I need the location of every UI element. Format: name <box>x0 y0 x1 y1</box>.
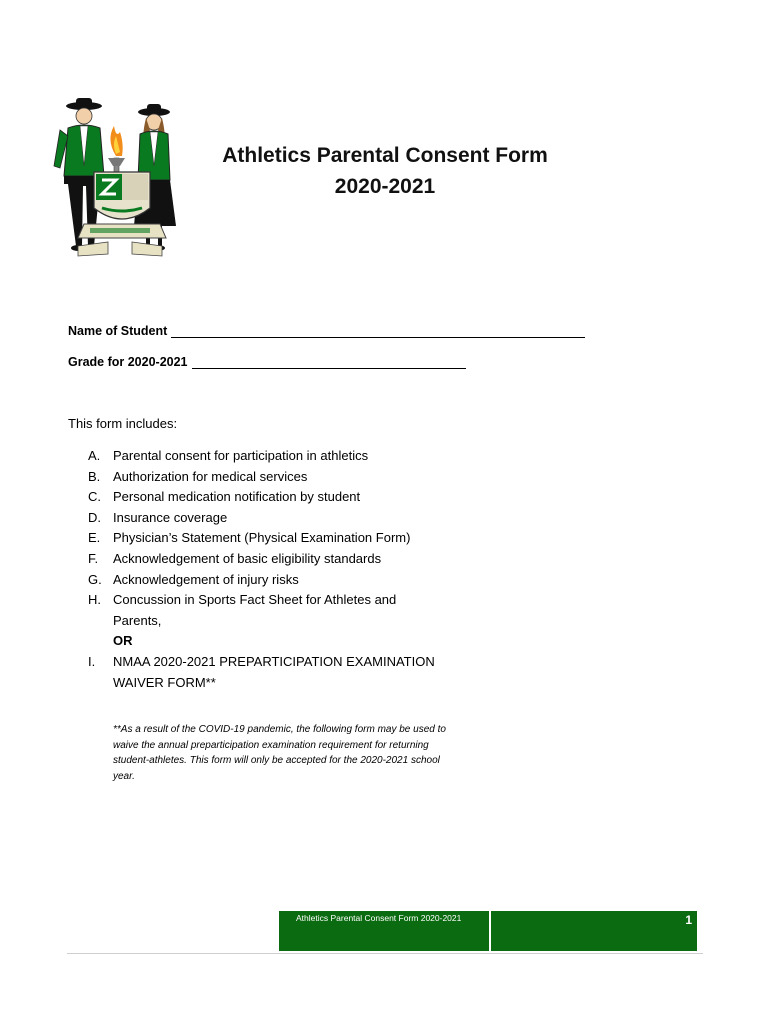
grade-label: Grade for 2020-2021 <box>68 355 188 369</box>
list-item: D. Insurance coverage <box>88 509 228 525</box>
footer-divider <box>489 911 491 951</box>
student-name-label: Name of Student <box>68 324 168 338</box>
footer-label: Athletics Parental Consent Form 2020-2021 <box>296 913 462 923</box>
grade-field <box>68 355 466 369</box>
includes-heading: This form includes: <box>68 416 178 431</box>
list-item: C. Personal medication notification by student <box>88 489 361 505</box>
list-item: I. NMAA 2020-2021 PREPARTICIPATION EXAMINATION WAIVER FORM** <box>88 653 435 690</box>
list-item: A. Parental consent for participation in athletics <box>88 448 369 463</box>
page-number: 1 <box>685 913 692 927</box>
title-line-2: 2020-2021 <box>334 175 436 198</box>
includes-list <box>88 446 468 693</box>
list-item: F. Acknowledgement of basic eligibility standards <box>88 550 382 566</box>
list-item: E. Physician’s Statement (Physical Examination Form) <box>88 530 411 546</box>
or-separator: OR <box>113 633 133 649</box>
list-item: H. Concussion in Sports Fact Sheet for Athletes and Parents, <box>88 592 397 628</box>
list-item: G. Acknowledgement of injury risks <box>88 571 299 587</box>
grade-blank[interactable] <box>192 356 466 369</box>
footer-rule <box>67 953 703 954</box>
title-line-1: Athletics Parental Consent Form <box>222 144 548 167</box>
covid-waiver-note: **As a result of the COVID-19 pandemic, the following form may be used to waive the annual preparticipation examination requirement for returning student-athletes. This form will only be accepted for the 2020-2021 school year. <box>113 724 446 782</box>
school-mascot-crest-icon <box>50 96 185 266</box>
student-name-blank[interactable] <box>171 325 585 338</box>
student-name-field <box>68 324 585 338</box>
list-item: B. Authorization for medical services <box>88 468 308 484</box>
document-title <box>200 140 570 202</box>
